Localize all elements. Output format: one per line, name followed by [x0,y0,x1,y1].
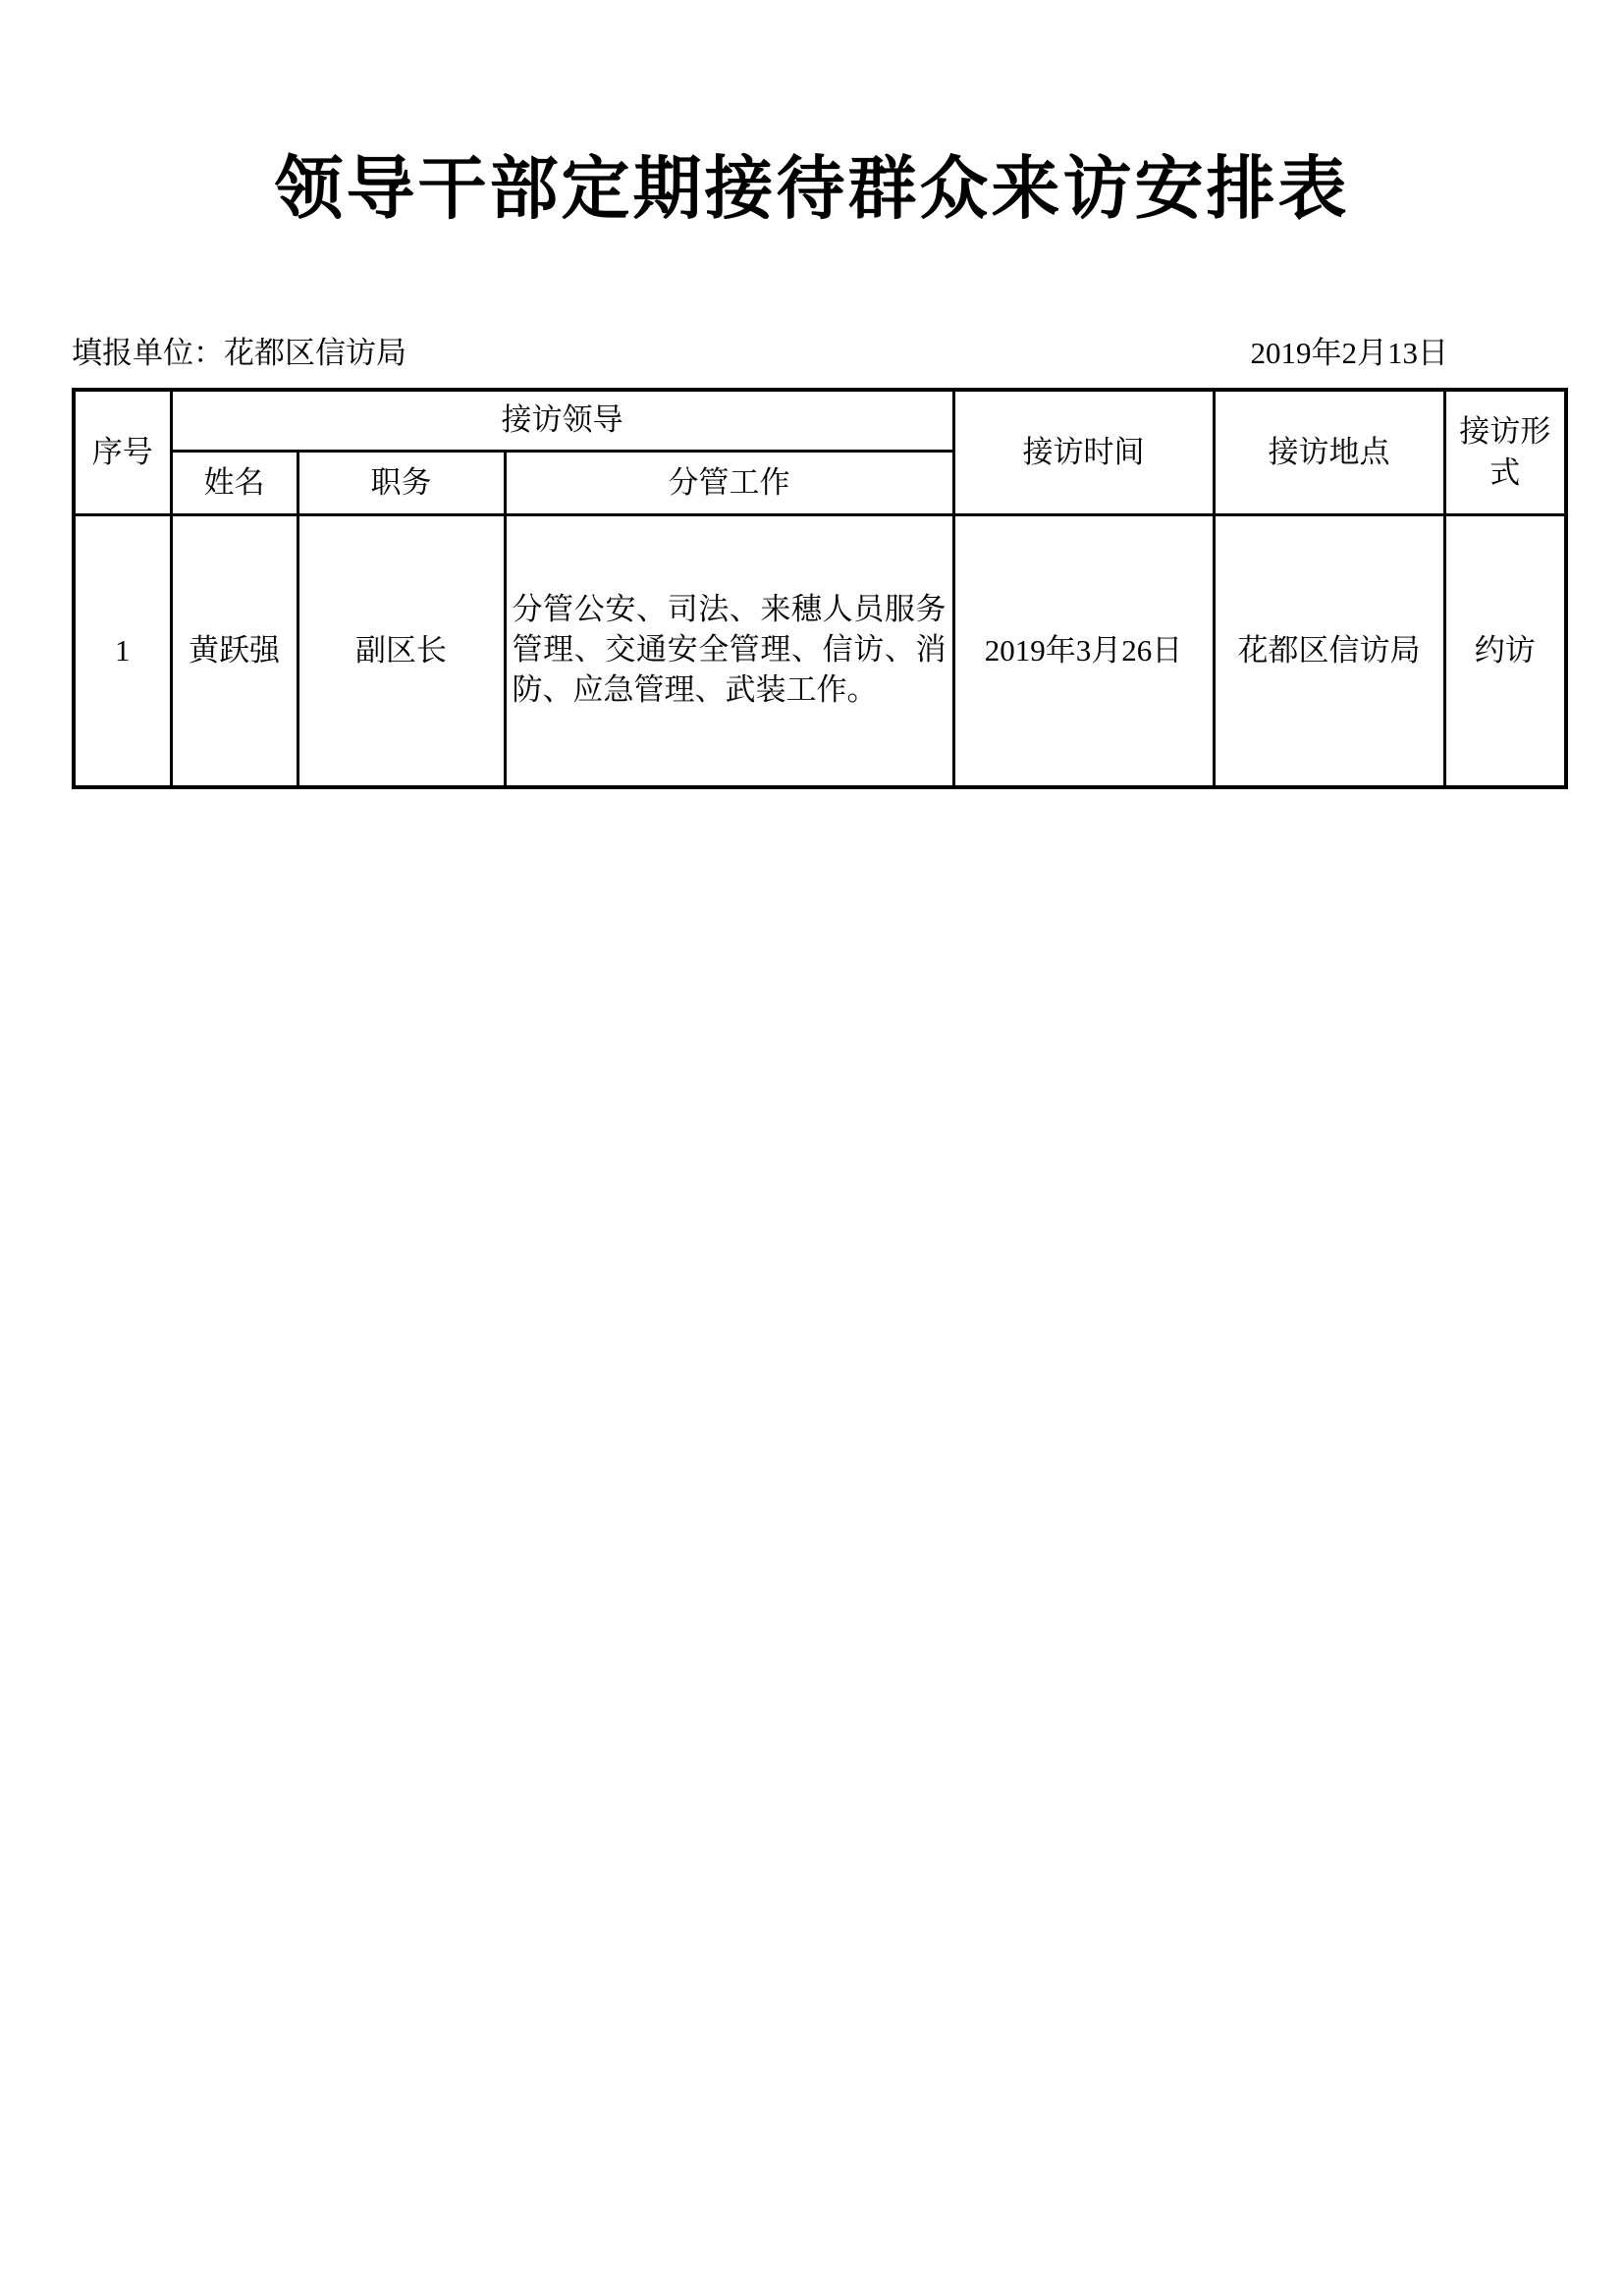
reporting-unit-label: 填报单位：花都区信访局 [72,336,406,370]
col-header-leader-group: 接访领导 [171,390,953,451]
cell-position: 副区长 [298,514,505,787]
col-header-time: 接访时间 [953,390,1214,514]
cell-name: 黄跃强 [171,514,298,787]
cell-location: 花都区信访局 [1214,514,1444,787]
col-header-index: 序号 [74,390,171,514]
cell-duties: 分管公安、司法、来穗人员服务管理、交通安全管理、信访、消防、应急管理、武装工作。 [505,514,953,787]
page-title: 领导干部定期接待群众来访安排表 [274,152,1350,228]
col-header-name: 姓名 [171,451,298,514]
col-header-duties: 分管工作 [505,451,953,514]
report-date: 2019年2月13日 [1250,336,1448,370]
header-row-top [74,390,1566,451]
cell-time: 2019年3月26日 [953,514,1214,787]
col-header-format: 接访形式 [1444,390,1566,514]
meta-row [72,334,1564,373]
visit-schedule-table [72,388,1568,789]
cell-index: 1 [74,514,171,787]
table-row [74,514,1566,787]
cell-format: 约访 [1444,514,1566,787]
col-header-position: 职务 [298,451,505,514]
col-header-location: 接访地点 [1214,390,1444,514]
